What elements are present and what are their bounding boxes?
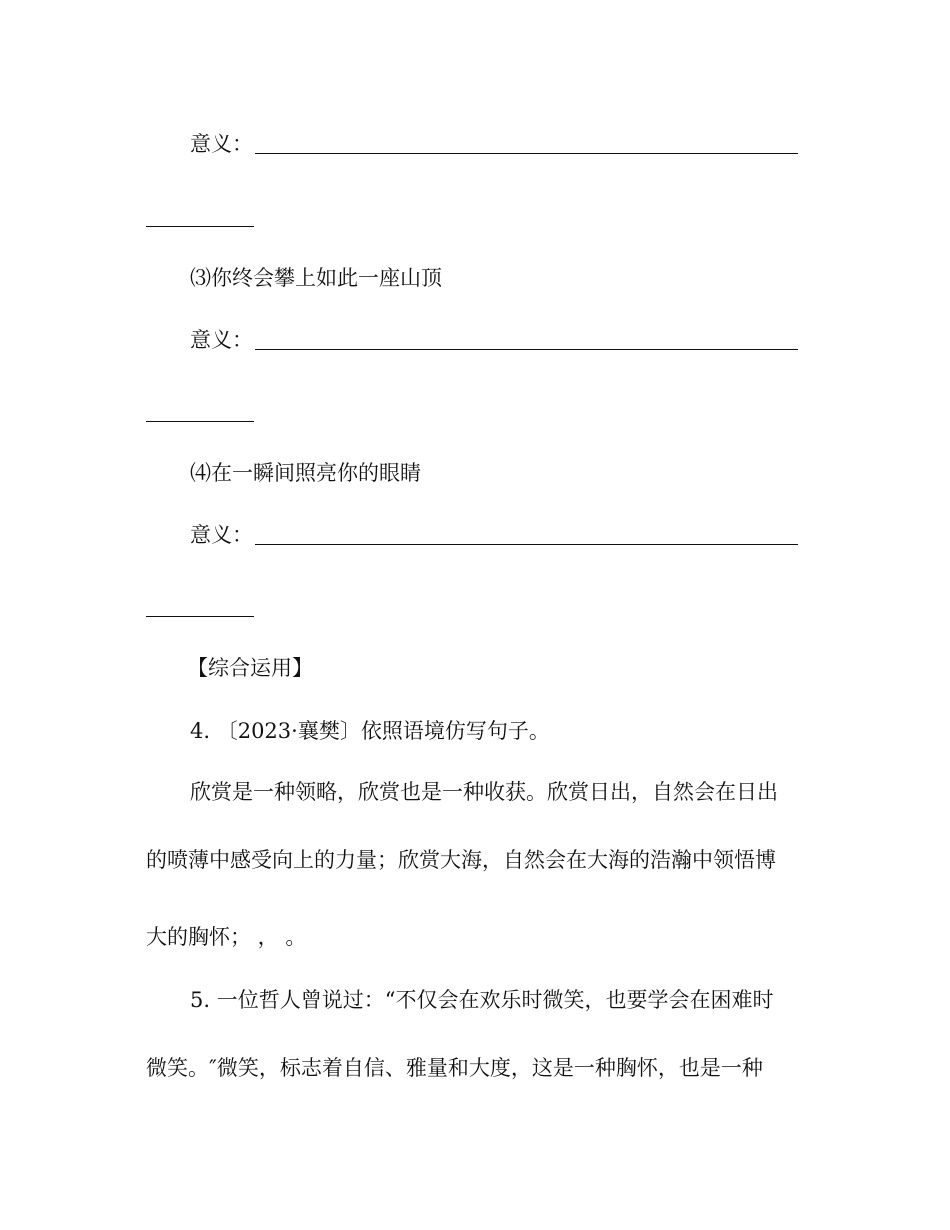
question-4-line-2: 的喷薄中感受向上的力量；欣赏大海，自然会在大海的浩瀚中领悟博: [146, 848, 776, 872]
meaning-label: 意义：: [190, 328, 253, 352]
answer-row-1: [190, 132, 798, 156]
answer-row-3: [190, 328, 798, 352]
item-4-text: ⑷在一瞬间照亮你的眼睛: [190, 461, 421, 485]
answer-blank-continuation[interactable]: [146, 421, 254, 422]
question-4-line-1: 欣赏是一种领略，欣赏也是一种收获。欣赏日出，自然会在日出: [190, 780, 778, 804]
meaning-label: 意义：: [190, 523, 253, 547]
question-5-line-2: 微笑。″微笑，标志着自信、雅量和大度，这是一种胸怀，也是一种: [146, 1056, 763, 1080]
answer-blank[interactable]: [255, 153, 798, 154]
answer-row-4: [190, 523, 798, 547]
question-4-title: 4. 〔2023·襄樊〕依照语境仿写句子。: [190, 719, 550, 743]
section-heading: 【综合运用】: [187, 656, 313, 680]
question-4-line-3: 大的胸怀； ， 。: [146, 925, 307, 949]
question-5-line-1: 5. 一位哲人曾说过：“不仅会在欢乐时微笑，也要学会在困难时: [190, 988, 774, 1012]
answer-blank-continuation[interactable]: [146, 616, 254, 617]
answer-blank[interactable]: [255, 349, 798, 350]
answer-blank-continuation[interactable]: [146, 226, 254, 227]
answer-blank[interactable]: [255, 544, 798, 545]
item-3-text: ⑶你终会攀上如此一座山顶: [190, 266, 442, 290]
meaning-label: 意义：: [190, 132, 253, 156]
